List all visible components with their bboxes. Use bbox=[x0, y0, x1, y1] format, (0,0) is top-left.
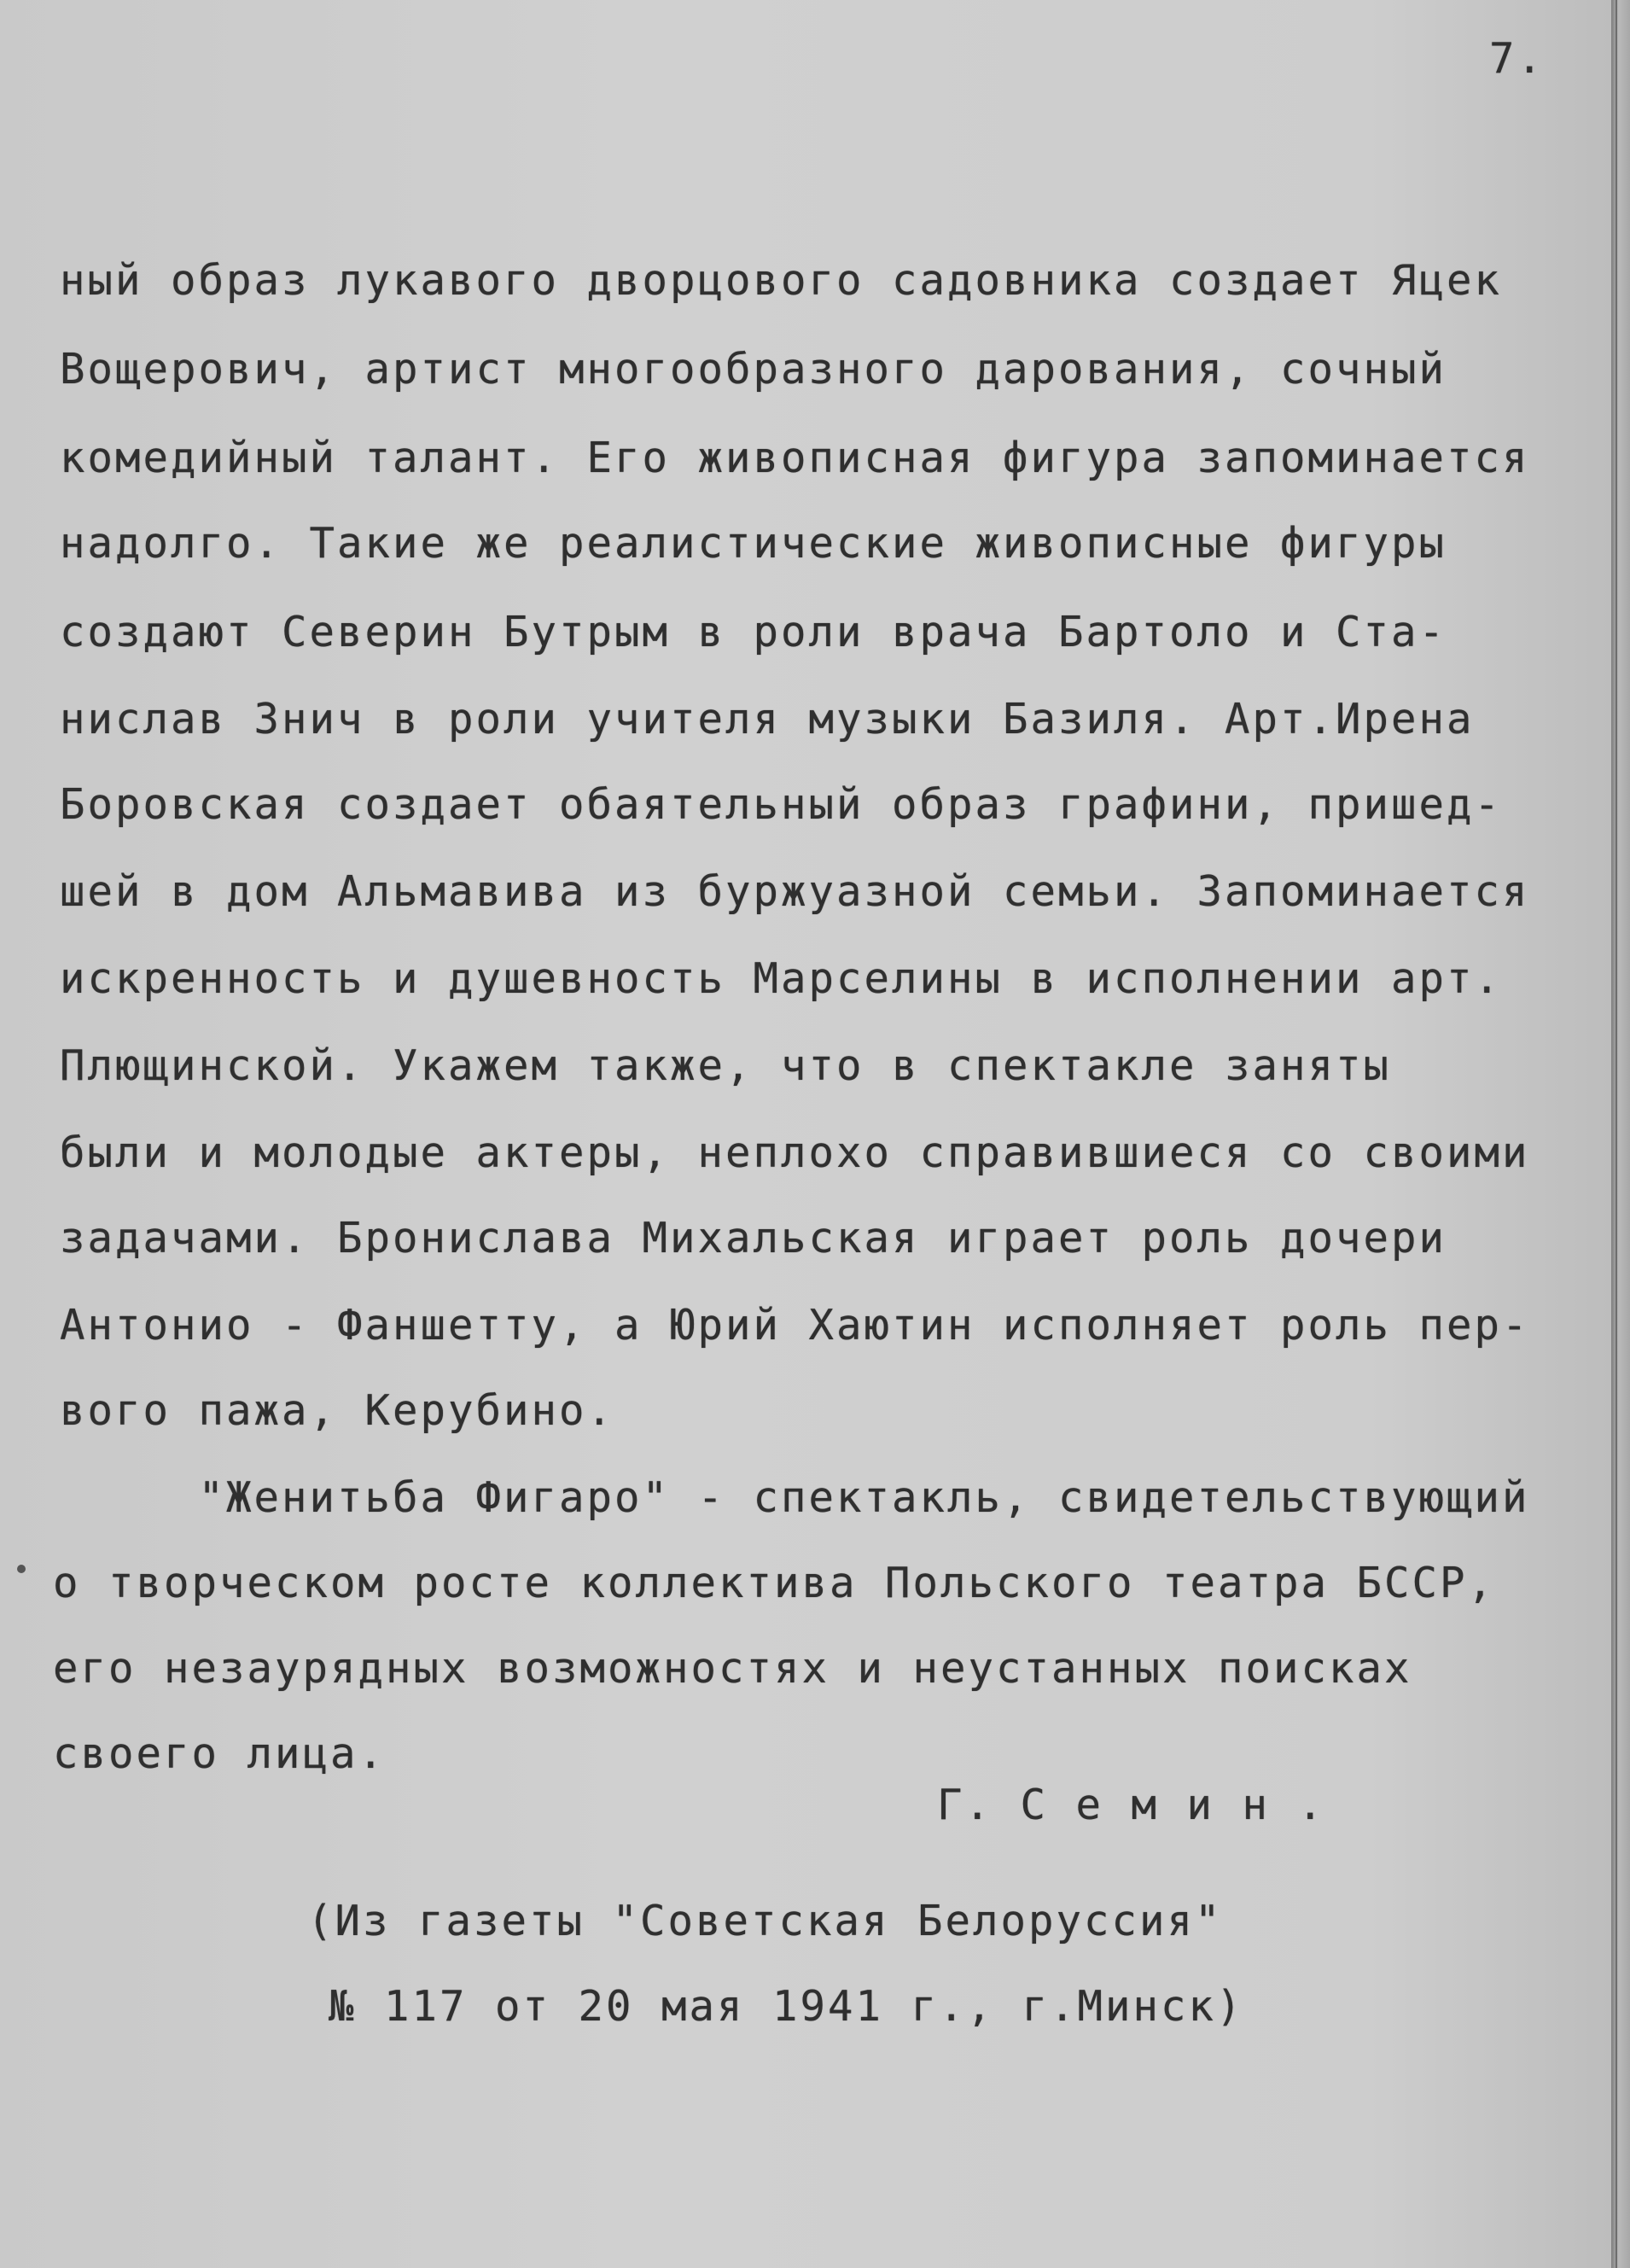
body-line: искренность и душевность Марселины в исполнении арт. bbox=[60, 954, 1503, 1003]
page-number: 7. bbox=[1489, 34, 1546, 83]
body-line: Боровская создает обаятельный образ графини, пришед- bbox=[60, 780, 1503, 829]
author-signature: Г. С е м и н . bbox=[937, 1781, 1326, 1829]
source-line: (Из газеты "Советская Белоруссия" bbox=[307, 1897, 1223, 1945]
body-line: ный образ лукавого дворцового садовника создает Яцек bbox=[60, 256, 1503, 305]
body-line: надолго. Такие же реалистические живописные фигуры bbox=[60, 519, 1447, 568]
body-line: нислав Знич в роли учителя музыки Базиля. Арт.Ирена bbox=[60, 695, 1475, 743]
body-line: были и молодые актеры, неплохо справившиеся со своими bbox=[60, 1128, 1530, 1177]
body-line: Плющинской. Укажем также, что в спектакле заняты bbox=[60, 1041, 1392, 1090]
body-line: комедийный талант. Его живописная фигура запоминается bbox=[60, 434, 1530, 482]
page-edge bbox=[1611, 0, 1630, 2268]
body-line: его незаурядных возможностях и неустанных поисках bbox=[53, 1644, 1412, 1693]
source-line: № 117 от 20 мая 1941 г., г.Минск) bbox=[329, 1982, 1244, 2031]
body-line: создают Северин Бутрым в роли врача Бартоло и Ста- bbox=[60, 608, 1447, 656]
margin-mark bbox=[17, 1565, 26, 1573]
body-line: Антонио - Фаншетту, а Юрий Хаютин исполняет роль пер- bbox=[60, 1301, 1530, 1350]
body-line: задачами. Брониcлава Михальская играет роль дочери bbox=[60, 1214, 1447, 1262]
body-line: вого пажа, Керубино. bbox=[60, 1386, 615, 1435]
body-line: Вощерович, артист многообразного дарования, сочный bbox=[60, 345, 1447, 394]
body-line: "Женитьба Фигаро" - спектакль, свидетельствующий bbox=[60, 1473, 1530, 1522]
page-edge-line bbox=[1615, 0, 1617, 2268]
body-line: шей в дом Альмавива из буржуазной семьи. Запоминается bbox=[60, 867, 1530, 916]
body-line: о творческом росте коллектива Польского театра БССР, bbox=[53, 1559, 1496, 1607]
body-line: своего лица. bbox=[53, 1729, 387, 1778]
